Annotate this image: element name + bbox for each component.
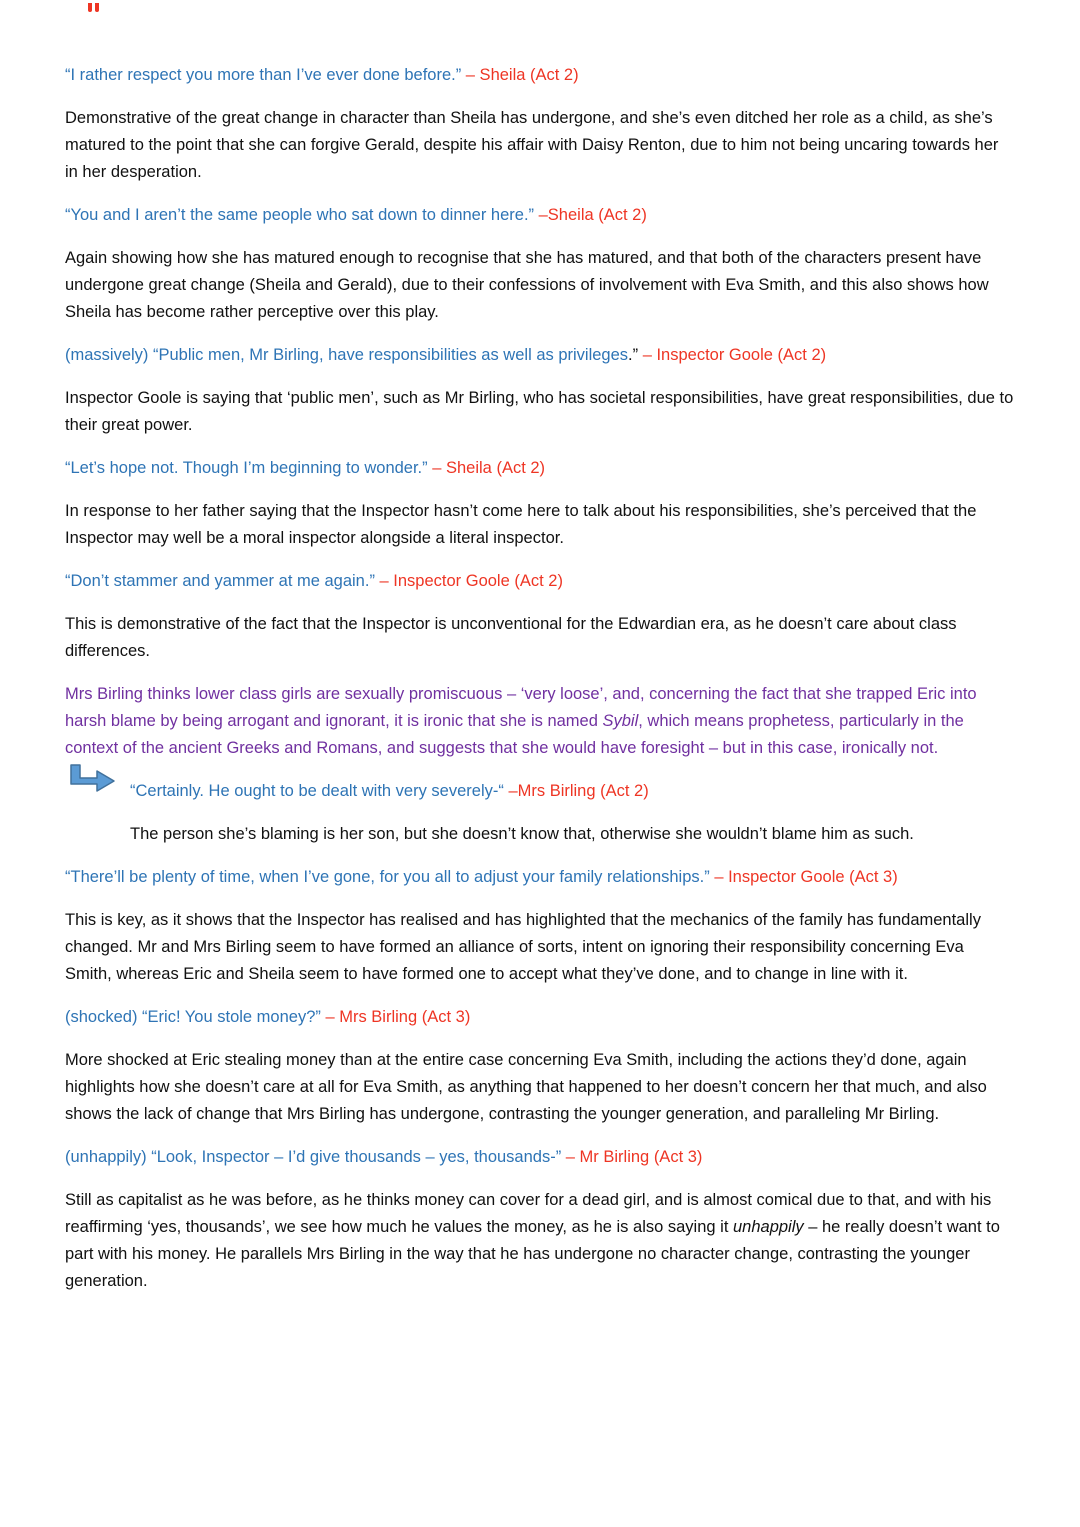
quote-text: (shocked) “Eric! You stole money?” (65, 1008, 326, 1026)
analysis-text: – he really doesn’t want to part with his money. He parallels Mrs Birling in the way that he has undergone no character change, contrasting the younger generation. (65, 1218, 1000, 1290)
quote-line (65, 455, 1015, 482)
analysis-paragraph: This is key, as it shows that the Inspector has realised and has highlighted that the mechanics of the family has fundamentally changed. Mr and Mrs Birling seem to have formed an alliance of sorts, intent on ignoring their responsibility concerning Eva Smith, whereas Eric and Sheila seem to have formed one to accept what they’ve done, and to change in line with it. (65, 911, 981, 983)
quote-line (65, 342, 1015, 369)
quote-text: “Let’s hope not. Though I’m beginning to wonder.” (65, 459, 433, 477)
quote-line (65, 62, 1015, 89)
quote-punctuation: .” (628, 346, 643, 364)
quote-attribution: – Mrs Birling (Act 3) (325, 1008, 471, 1026)
analysis-paragraph: In response to her father saying that the Inspector hasn’t come here to talk about his responsibilities, she’s perceived that the Inspector may well be a moral inspector alongside a literal inspector. (65, 502, 977, 547)
analysis-paragraph: The person she’s blaming is her son, but she doesn’t know that, otherwise she wouldn’t blame him as such. (130, 825, 914, 843)
note-text: , which means prophetess, particularly in the context of the ancient Greeks and Romans, and suggests that she would have foresight – but in this case, ironically not. (65, 712, 964, 757)
quote-line (65, 864, 1015, 891)
analysis-paragraph (65, 1187, 1015, 1295)
quote-line (130, 782, 649, 800)
quote-attribution: – Sheila (Act 2) (432, 459, 546, 477)
quote-attribution: – Sheila (Act 2) (465, 66, 579, 84)
quote-text: (unhappily) “Look, Inspector – I’d give thousands – yes, thousands-” (65, 1148, 566, 1166)
quote-text: “Certainly. He ought to be dealt with very severely-“ (130, 782, 509, 800)
bent-arrow-icon (67, 764, 117, 794)
note-text: Mrs Birling thinks lower class girls are sexually promiscuous – ‘very loose’, and, concerning the fact that she trapped Eric into harsh blame by being arrogant and ignorant, it is ironic that she is named (65, 685, 977, 730)
quote-attribution: – Mr Birling (Act 3) (565, 1148, 703, 1166)
quote-text: “I rather respect you more than I’ve ever done before.” (65, 66, 466, 84)
quote-text: “Don’t stammer and yammer at me again.” (65, 572, 380, 590)
analysis-text: Still as capitalist as he was before, as he thinks money can cover for a dead girl, and is almost comical due to that, and with his reaffirming ‘yes, thousands’, we see how much he values the money, as he is also saying it (65, 1191, 992, 1236)
quote-attribution: –Sheila (Act 2) (538, 206, 647, 224)
quote-text: (massively) “Public men, Mr Birling, have responsibilities as well as privileges (65, 346, 629, 364)
quote-text: “You and I aren’t the same people who sat down to dinner here.” (65, 206, 539, 224)
quote-attribution: – Inspector Goole (Act 3) (714, 868, 898, 886)
quote-attribution: –Mrs Birling (Act 2) (508, 782, 649, 800)
quote-line (65, 1144, 1015, 1171)
analysis-italic-word: unhappily (732, 1218, 804, 1236)
analysis-paragraph: This is demonstrative of the fact that the Inspector is unconventional for the Edwardian era, as he doesn’t care about class differences. (65, 615, 957, 660)
quote-attribution: – Inspector Goole (Act 2) (379, 572, 563, 590)
cropped-text-fragment (88, 3, 110, 13)
analysis-paragraph: Inspector Goole is saying that ‘public men’, such as Mr Birling, who has societal responsibilities, have great responsibilities, due to their great power. (65, 389, 1014, 434)
quote-line (65, 568, 1015, 595)
quote-attribution: – Inspector Goole (Act 2) (642, 346, 827, 364)
quote-line (65, 202, 1015, 229)
note-paragraph (65, 681, 1015, 762)
note-italic-word: Sybil (602, 712, 639, 730)
quote-line (65, 1004, 1015, 1031)
analysis-paragraph: More shocked at Eric stealing money than at the entire case concerning Eva Smith, including the actions they’d done, again highlights how she doesn’t care at all for Eva Smith, as anything that happened to her doesn’t concern her that much, and also shows the lack of change that Mrs Birling has undergone, contrasting the younger generation, and paralleling Mr Birling. (65, 1051, 987, 1123)
quote-text: “There’ll be plenty of time, when I’ve gone, for you all to adjust your family relationships.” (65, 868, 715, 886)
analysis-paragraph: Demonstrative of the great change in character than Sheila has undergone, and she’s even ditched her role as a child, as she’s matured to the point that she can forgive Gerald, despite his affair with Daisy Renton, due to him not being uncaring towards her in her desperation. (65, 109, 999, 181)
indented-quote-row (65, 778, 1015, 805)
analysis-paragraph: Again showing how she has matured enough to recognise that she has matured, and that both of the characters present have undergone great change (Sheila and Gerald), due to their confessions of involvement with Eva Smith, and this also shows how Sheila has become rather perceptive over this play. (65, 249, 989, 321)
